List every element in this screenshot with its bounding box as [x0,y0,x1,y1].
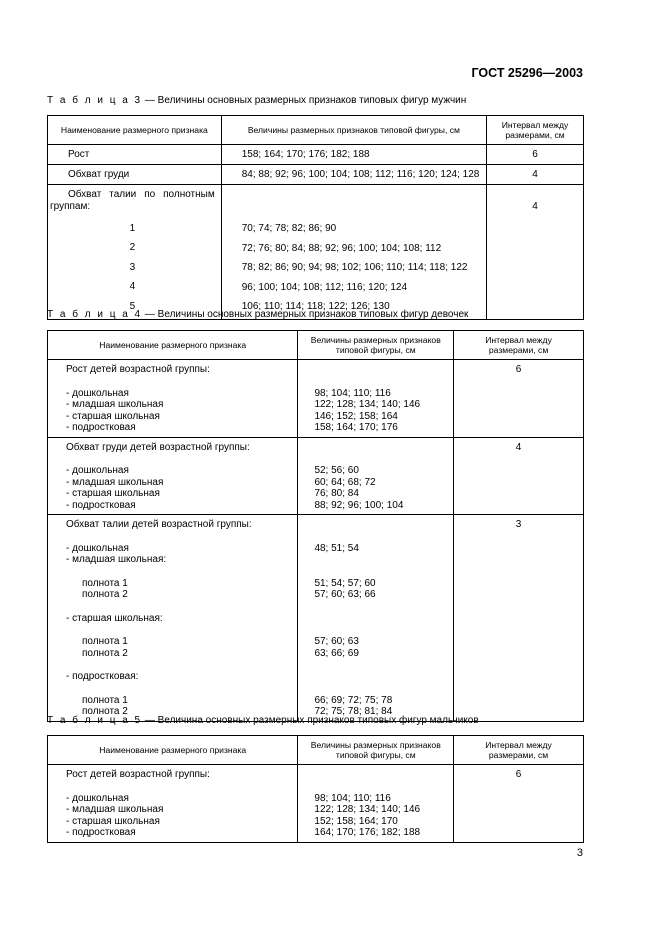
table5-height-item: - дошкольная [66,792,129,804]
table4-caption-prefix: Т а б л и ц а 4 [47,309,143,320]
table3-group-values: 70; 74; 78; 82; 86; 90 [241,223,337,234]
table3-caption-text: — Величины основных размерных признаков типовых фигур мужчин [142,95,467,106]
table5-height-interval: 6 [454,765,584,843]
table5-header-values: Величины размерных признаков типовой фигуры, см [298,736,454,765]
table-row [48,145,584,165]
table3-group-num: 4 [129,281,136,292]
table4-header-interval: Интервал между размерами, см [454,331,584,360]
table4-waist-senior-p2: полнота 2 [82,647,128,659]
table4-waist-row [48,515,584,722]
table3-group-num: 3 [129,261,136,273]
table4-waist-teen-p2: полнота 2 [82,706,128,717]
table4-chest-item: - дошкольная [66,465,129,476]
table3-header-values: Величины размерных признаков типовой фигуры, см [221,116,486,145]
table5-header-name: Наименование размерного признака [48,736,298,765]
table3-group-num: 5 [129,300,136,312]
table4-height-interval: 6 [454,360,584,438]
table3-row-interval: 4 [487,165,584,185]
table3-row-name: Обхват груди [48,165,222,185]
table4-chest-row [48,437,584,515]
table4-waist-preschool-values: 48; 51; 54 [314,542,359,554]
table4-height-values: 146; 152; 158; 164 [314,410,398,422]
table4-waist-senior-v1: 57; 60; 63 [314,636,359,647]
page-number: 3 [576,847,583,859]
table3-waist-row [48,185,584,320]
table4-height-item: - младшая школьная [66,399,164,410]
table4-waist-junior-v1: 51; 54; 57; 60 [314,577,376,589]
table4-waist-senior-p1: полнота 1 [82,636,128,647]
table4-caption [47,309,468,320]
table4-waist-preschool: - дошкольная [66,542,129,554]
table3-group-values: 106; 110; 114; 118; 122; 126; 130 [241,301,390,312]
table3-group-values: 96; 100; 104; 108; 112; 116; 120; 124 [241,281,408,293]
table4-height-row [48,360,584,438]
table3-waist-name-line2: группам: [50,201,91,212]
table5-header-row [48,736,584,765]
table5-height-name-cell [48,765,298,843]
table4-chest-item: - младшая школьная [66,476,164,488]
table4-header-row [48,331,584,360]
table4-height-item: - подростковая [66,422,136,433]
table4 [47,330,584,722]
table3-waist-values-cell [221,185,486,320]
table3-waist-name-cell [48,185,222,320]
table5-height-row [48,765,584,843]
table5-height-values-cell [298,765,454,843]
table4-caption-text: — Величины основных размерных признаков типовых фигур девочек [142,309,469,320]
table4-waist-name-cell [48,515,298,722]
table5-height-values: 122; 128; 134; 140; 146 [314,804,421,815]
table4-waist-values-cell [298,515,454,722]
table5-height-item: - младшая школьная [66,804,164,815]
table4-height-values: 122; 128; 134; 140; 146 [314,399,421,410]
table4-chest-values: 60; 64; 68; 72 [314,476,376,488]
table5-height-values: 98; 104; 110; 116 [314,792,391,804]
table4-waist-junior: - младшая школьная: [66,554,167,565]
table3 [47,115,584,320]
table5-height-title: Рост детей возрастной группы: [66,769,210,780]
table4-height-item: - дошкольная [66,387,129,399]
table4-chest-values: 52; 56; 60 [314,465,359,476]
table4-height-name-cell [48,360,298,438]
table-row [48,165,584,185]
table4-header-values: Величины размерных признаков типовой фигуры, см [298,331,454,360]
table3-header-interval: Интервал между размерами, см [487,116,584,145]
table4-waist-teen-v1: 66; 69; 72; 75; 78 [314,694,393,706]
table3-caption-prefix: Т а б л и ц а 3 [47,95,143,106]
table4-height-item: - старшая школьная [66,410,160,422]
table5-height-values: 164; 170; 176; 182; 188 [314,827,421,838]
table3-row-values: 84; 88; 92; 96; 100; 104; 108; 112; 116; 120; 124; 128 [221,165,486,185]
table5-caption [47,715,479,726]
table3-waist-interval: 4 [487,185,584,320]
table3-group-values: 78; 82; 86; 90; 94; 98; 102; 106; 110; 114; 118; 122 [241,262,468,273]
document-standard-number: ГОСТ 25296—2003 [471,66,583,80]
table3-group-num: 2 [129,242,136,253]
table4-height-values-cell [298,360,454,438]
table4-waist-interval: 3 [454,515,584,722]
table4-chest-item: - подростковая [66,499,136,511]
table4-waist-junior-v2: 57; 60; 63; 66 [314,589,376,600]
table3-row-values: 158; 164; 170; 176; 182; 188 [221,145,486,165]
table5-height-values: 152; 158; 164; 170 [314,815,398,827]
table5-header-interval: Интервал между размерами, см [454,736,584,765]
table4-chest-item: - старшая школьная [66,488,160,499]
table5-height-item: - подростковая [66,827,136,838]
table3-caption [47,95,466,106]
table4-waist-junior-p2: полнота 2 [82,589,128,600]
table4-waist-teen-v2: 72; 75; 78; 81; 84 [314,706,393,717]
table4-chest-values: 88; 92; 96; 100; 104 [314,499,404,511]
table3-row-interval: 6 [487,145,584,165]
table4-waist-junior-p1: полнота 1 [82,577,128,589]
table3-header-row [48,116,584,145]
table4-waist-teen-p1: полнота 1 [82,694,128,706]
table4-height-title: Рост детей возрастной группы: [66,364,210,375]
table4-chest-values: 76; 80; 84 [314,488,359,499]
table4-waist-teen: - подростковая: [66,671,139,682]
table5 [47,735,584,843]
table4-chest-interval: 4 [454,437,584,515]
table4-chest-name-cell [48,437,298,515]
table3-group-num: 1 [129,222,136,234]
table4-chest-values-cell [298,437,454,515]
table3-group-values: 72; 76; 80; 84; 88; 92; 96; 100; 104; 108; 112 [241,242,442,254]
table5-caption-text: — Величина основных размерных признаков типовых фигур мальчиков [142,715,479,726]
table4-chest-title: Обхват груди детей возрастной группы: [66,441,250,453]
table4-waist-senior-v2: 63; 66; 69 [314,647,359,659]
table4-waist-senior: - старшая школьная: [66,612,163,624]
table4-height-values: 98; 104; 110; 116 [314,387,391,399]
table3-header-name: Наименование размерного признака [48,116,222,145]
table3-row-name: Рост [48,145,222,165]
table4-header-name: Наименование размерного признака [48,331,298,360]
table3-waist-name-line1: Обхват талии по полнотным [68,189,215,200]
table4-height-values: 158; 164; 170; 176 [314,422,398,433]
table4-waist-title: Обхват талии детей возрастной группы: [66,519,252,530]
table5-height-item: - старшая школьная [66,815,160,827]
table5-caption-prefix: Т а б л и ц а 5 [47,715,143,726]
